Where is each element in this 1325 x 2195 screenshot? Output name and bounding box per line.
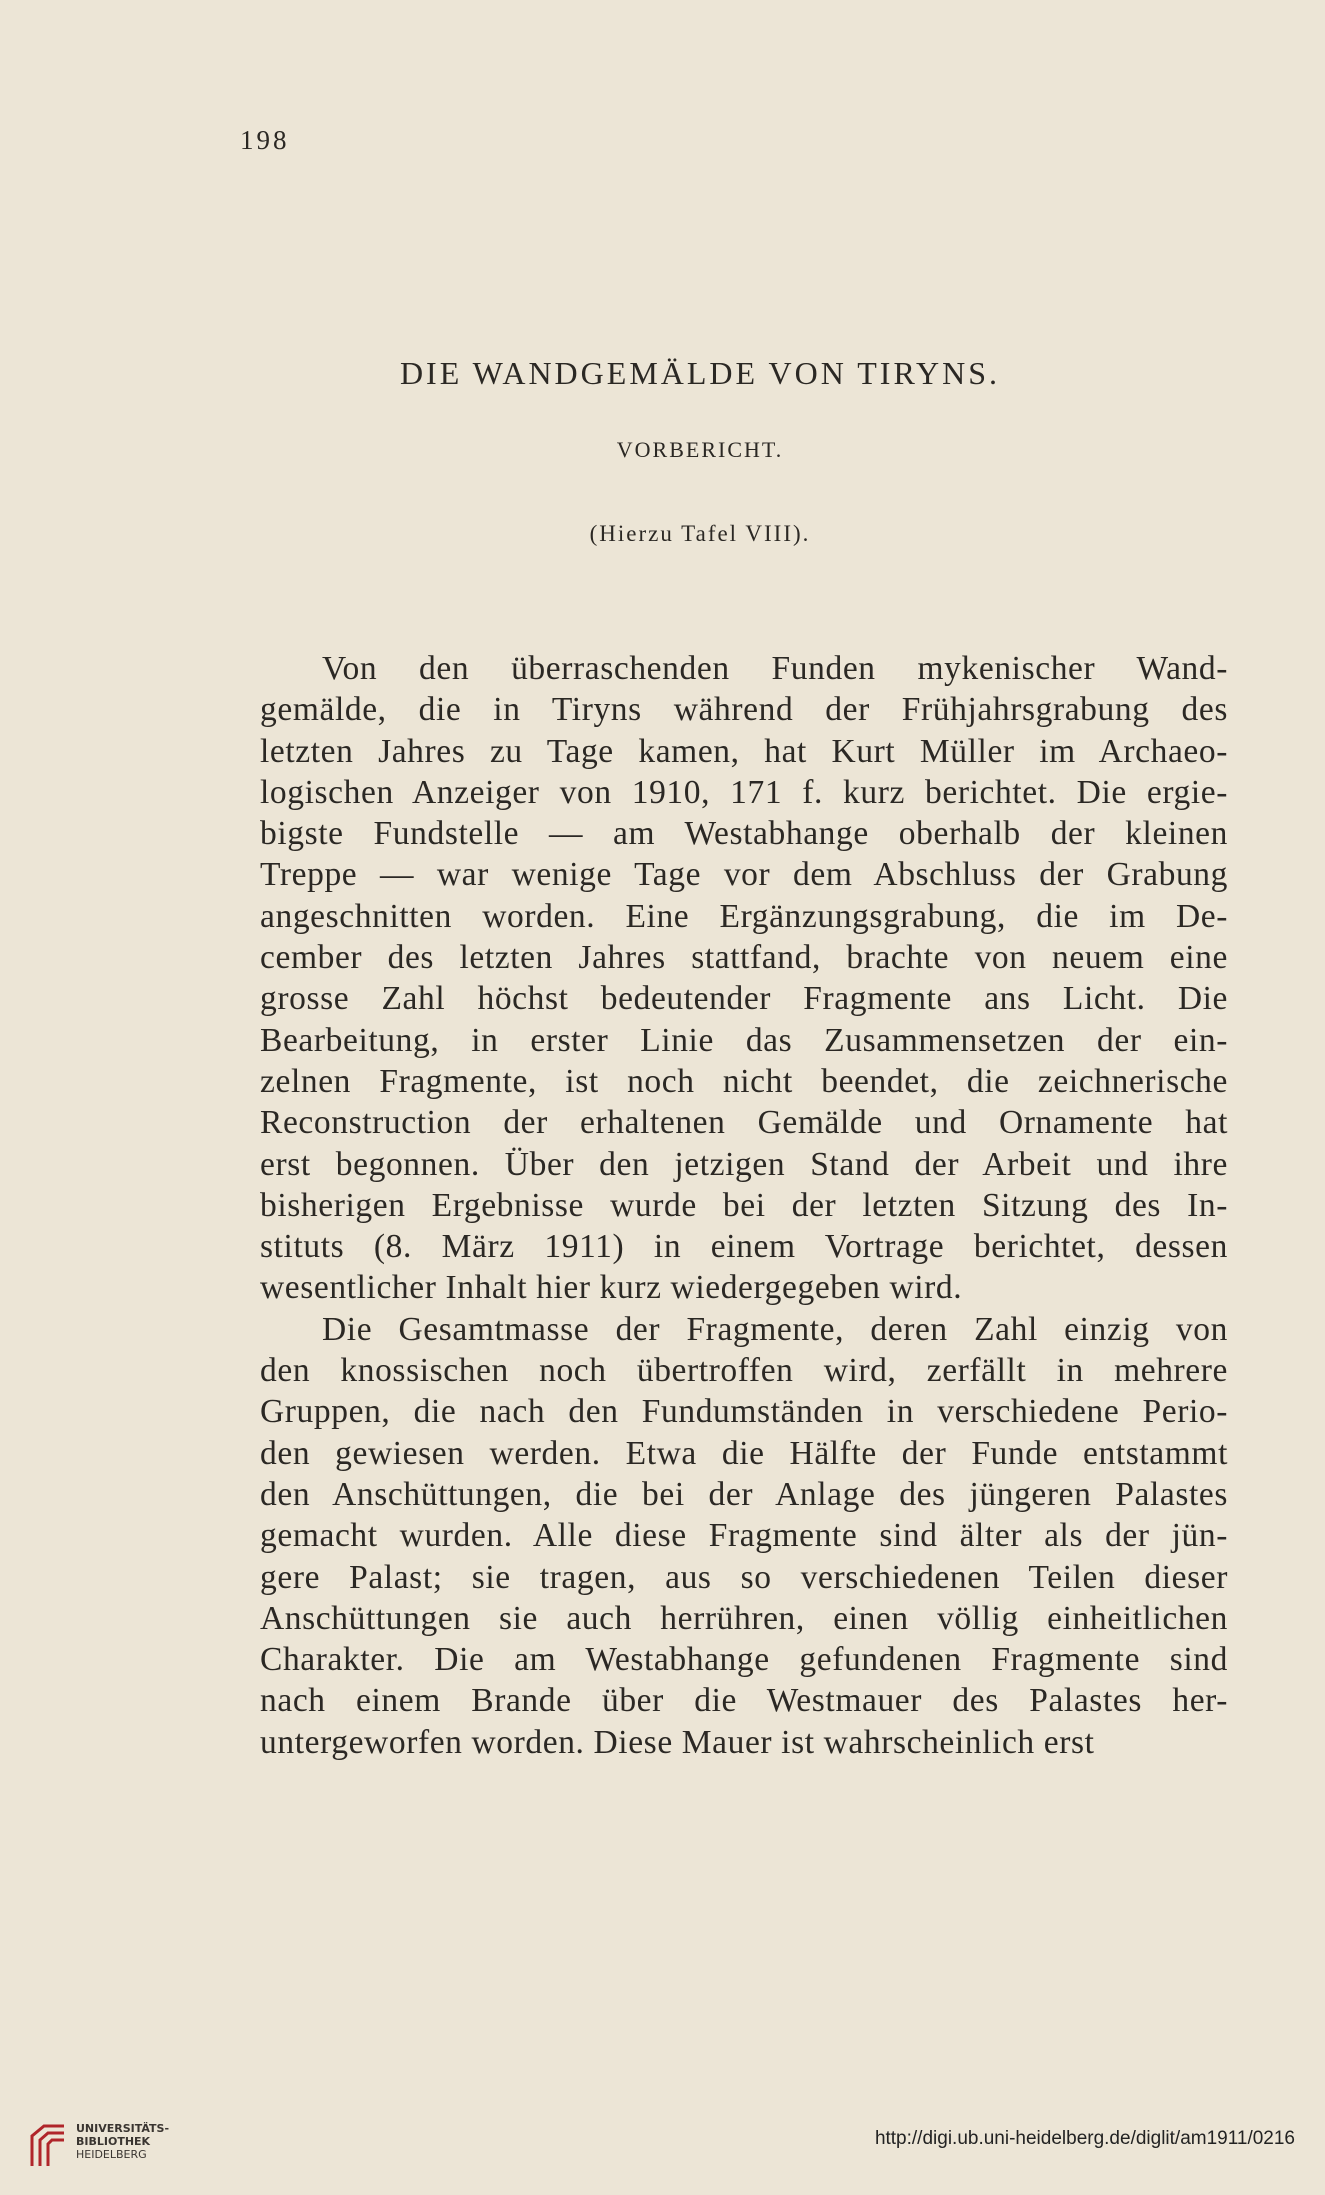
text-line: den knossischen noch übertroffen wird, zerfällt in mehrere xyxy=(260,1352,1228,1390)
text-line: untergeworfen worden. Diese Mauer ist wahrscheinlich erst xyxy=(260,1723,1095,1761)
library-logo[interactable] xyxy=(28,2122,169,2168)
text-line: erst begonnen. Über den jetzigen Stand der Arbeit und ihre xyxy=(260,1145,1228,1183)
plate-note: (Hierzu Tafel VIII). xyxy=(589,521,811,546)
text-line: angeschnitten worden. Eine Ergänzungsgrabung, die im De- xyxy=(260,897,1228,935)
text-line: den gewiesen werden. Etwa die Hälfte der Funde entstammt xyxy=(260,1434,1228,1472)
source-url-link[interactable]: http://digi.ub.uni-heidelberg.de/diglit/am1911/0216 xyxy=(874,2128,1295,2149)
library-name-line2: BIBLIOTHEK xyxy=(76,2135,151,2148)
text-line: den Anschüttungen, die bei der Anlage des jüngeren Palastes xyxy=(260,1475,1228,1513)
text-line: grosse Zahl höchst bedeutender Fragmente ans Licht. Die xyxy=(260,980,1228,1018)
text-line: Charakter. Die am Westabhange gefundenen Fragmente sind xyxy=(260,1641,1228,1679)
text-line: stituts (8. März 1911) in einem Vortrage berichtet, dessen xyxy=(260,1228,1228,1266)
text-line: letzten Jahres zu Tage kamen, hat Kurt Müller im Archaeo- xyxy=(260,732,1228,770)
text-line: gemacht wurden. Alle diese Fragmente sind älter als der jün- xyxy=(260,1517,1228,1555)
article-title: DIE WANDGEMÄLDE VON TIRYNS. xyxy=(399,355,1001,391)
text-line: Reconstruction der erhaltenen Gemälde und Ornamente hat xyxy=(260,1104,1228,1142)
text-line: Treppe — war wenige Tage vor dem Abschluss der Grabung xyxy=(260,856,1228,894)
text-line: logischen Anzeiger von 1910, 171 f. kurz berichtet. Die ergie- xyxy=(260,773,1228,811)
library-name-line1: UNIVERSITÄTS- xyxy=(76,2122,170,2135)
text-line: Die Gesamtmasse der Fragmente, deren Zahl einzig von xyxy=(322,1310,1228,1348)
page-number: 198 xyxy=(240,125,290,155)
text-line: gere Palast; sie tragen, aus so verschiedenen Teilen dieser xyxy=(260,1558,1228,1596)
body-text xyxy=(260,648,1228,1763)
text-line: zelnen Fragmente, ist noch nicht beendet, die zeichnerische xyxy=(260,1062,1228,1100)
text-line: cember des letzten Jahres stattfand, brachte von neuem eine xyxy=(260,939,1228,977)
text-line: bisherigen Ergebnisse wurde bei der letzten Sitzung des In- xyxy=(260,1186,1228,1224)
text-line: Bearbeitung, in erster Linie das Zusammensetzen der ein- xyxy=(260,1021,1228,1059)
article-subtitle: VORBERICHT. xyxy=(616,437,784,462)
library-name-line3: HEIDELBERG xyxy=(76,2148,147,2161)
text-line: Anschüttungen sie auch herrühren, einen völlig einheitlichen xyxy=(260,1599,1228,1637)
text-line: Gruppen, die nach den Fundumständen in verschiedene Perio- xyxy=(260,1393,1228,1431)
text-line: wesentlicher Inhalt hier kurz wiedergegeben wird. xyxy=(260,1269,963,1307)
text-line: nach einem Brande über die Westmauer des Palastes her- xyxy=(260,1682,1228,1720)
text-line: bigste Fundstelle — am Westabhange oberhalb der kleinen xyxy=(260,815,1228,853)
library-emblem-icon xyxy=(28,2122,68,2168)
text-line: Von den überraschenden Funden mykenischer Wand- xyxy=(322,650,1228,687)
text-line: gemälde, die in Tiryns während der Frühjahrsgrabung des xyxy=(260,691,1228,729)
